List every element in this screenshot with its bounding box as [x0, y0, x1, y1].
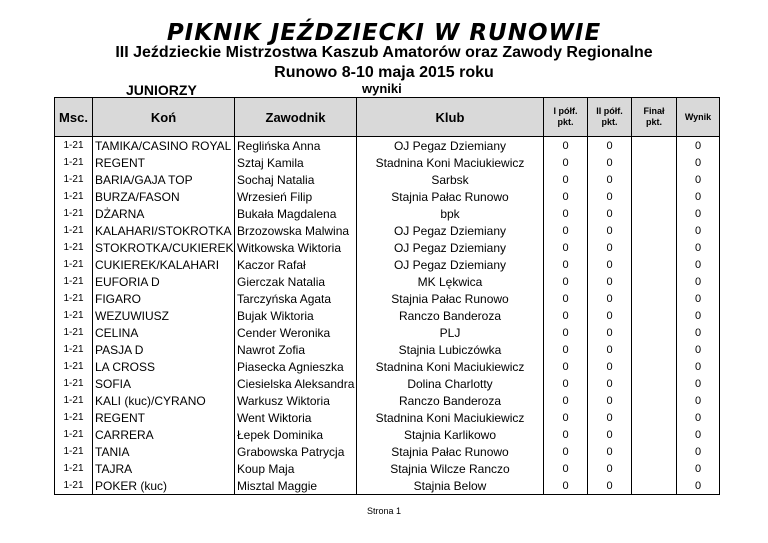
cell-wynik: 0 [677, 239, 720, 256]
cell-p2: 0 [588, 222, 632, 239]
cell-rider: Bujak Wiktoria [235, 307, 357, 324]
cell-msc: 1-21 [55, 256, 93, 273]
cell-wynik: 0 [677, 256, 720, 273]
cell-club: OJ Pegaz Dziemiany [357, 137, 544, 155]
header-klub: Klub [357, 98, 544, 137]
cell-club: Stajnia Pałac Runowo [357, 188, 544, 205]
header-p1-label: I półf. [553, 106, 578, 116]
cell-p1: 0 [544, 137, 588, 155]
cell-p1: 0 [544, 239, 588, 256]
cell-msc: 1-21 [55, 273, 93, 290]
cell-msc: 1-21 [55, 324, 93, 341]
cell-final [632, 154, 677, 171]
cell-msc: 1-21 [55, 460, 93, 477]
cell-final [632, 290, 677, 307]
cell-p2: 0 [588, 409, 632, 426]
cell-rider: Bukała Magdalena [235, 205, 357, 222]
cell-rider: Reglińska Anna [235, 137, 357, 155]
table-row [55, 239, 720, 256]
header-p1-unit: pkt. [557, 117, 574, 127]
cell-p1: 0 [544, 273, 588, 290]
cell-horse: BARIA/GAJA TOP [93, 171, 235, 188]
cell-rider: Łepek Dominika [235, 426, 357, 443]
cell-msc: 1-21 [55, 358, 93, 375]
cell-rider: Cender Weronika [235, 324, 357, 341]
table-row [55, 324, 720, 341]
cell-p2: 0 [588, 477, 632, 495]
cell-wynik: 0 [677, 409, 720, 426]
cell-club: MK Lękwica [357, 273, 544, 290]
cell-wynik: 0 [677, 222, 720, 239]
cell-horse: PASJA D [93, 341, 235, 358]
cell-club: OJ Pegaz Dziemiany [357, 239, 544, 256]
cell-p2: 0 [588, 307, 632, 324]
cell-wynik: 0 [677, 154, 720, 171]
cell-wynik: 0 [677, 358, 720, 375]
cell-msc: 1-21 [55, 222, 93, 239]
cell-horse: DŻARNA [93, 205, 235, 222]
cell-horse: CELINA [93, 324, 235, 341]
cell-rider: Sztaj Kamila [235, 154, 357, 171]
cell-club: bpk [357, 205, 544, 222]
cell-rider: Wrzesień Filip [235, 188, 357, 205]
cell-msc: 1-21 [55, 392, 93, 409]
cell-final [632, 256, 677, 273]
cell-wynik: 0 [677, 205, 720, 222]
cell-wynik: 0 [677, 137, 720, 155]
cell-final [632, 273, 677, 290]
table-row [55, 290, 720, 307]
cell-club: Stajnia Lubiczówka [357, 341, 544, 358]
cell-rider: Kaczor Rafał [235, 256, 357, 273]
cell-club: Stajnia Karlikowo [357, 426, 544, 443]
cell-p1: 0 [544, 171, 588, 188]
header-msc: Msc. [55, 98, 93, 137]
cell-rider: Grabowska Patrycja [235, 443, 357, 460]
cell-final [632, 443, 677, 460]
cell-club: Stadnina Koni Maciukiewicz [357, 358, 544, 375]
cell-p1: 0 [544, 426, 588, 443]
cell-msc: 1-21 [55, 137, 93, 155]
cell-p1: 0 [544, 290, 588, 307]
cell-p1: 0 [544, 324, 588, 341]
cell-rider: Warkusz Wiktoria [235, 392, 357, 409]
cell-p1: 0 [544, 392, 588, 409]
cell-final [632, 375, 677, 392]
table-row [55, 256, 720, 273]
cell-wynik: 0 [677, 273, 720, 290]
event-date: Runowo 8-10 maja 2015 roku [274, 64, 494, 81]
header-final-label: Finał [643, 106, 665, 116]
cell-msc: 1-21 [55, 477, 93, 495]
cell-p2: 0 [588, 205, 632, 222]
table-row [55, 137, 720, 155]
cell-msc: 1-21 [55, 188, 93, 205]
cell-p2: 0 [588, 443, 632, 460]
cell-p2: 0 [588, 256, 632, 273]
cell-club: Ranczo Banderoza [357, 307, 544, 324]
cell-p2: 0 [588, 188, 632, 205]
cell-msc: 1-21 [55, 154, 93, 171]
page-number: Strona 1 [366, 506, 402, 516]
cell-club: OJ Pegaz Dziemiany [357, 222, 544, 239]
cell-final [632, 307, 677, 324]
cell-rider: Piasecka Agnieszka [235, 358, 357, 375]
event-subtitle: III Jeździeckie Mistrzostwa Kaszub Amatorów oraz Zawody Regionalne [115, 44, 653, 61]
cell-horse: BURZA/FASON [93, 188, 235, 205]
cell-horse: KALI (kuc)/CYRANO [93, 392, 235, 409]
cell-msc: 1-21 [55, 426, 93, 443]
cell-horse: TAJRA [93, 460, 235, 477]
cell-p1: 0 [544, 256, 588, 273]
results-label: wyniki [362, 81, 402, 96]
cell-msc: 1-21 [55, 341, 93, 358]
cell-p1: 0 [544, 154, 588, 171]
cell-horse: TAMIKA/CASINO ROYAL [93, 137, 235, 155]
cell-wynik: 0 [677, 460, 720, 477]
table-row [55, 460, 720, 477]
cell-club: Ranczo Banderoza [357, 392, 544, 409]
header-final-unit: pkt. [645, 117, 662, 127]
table-row [55, 341, 720, 358]
cell-p2: 0 [588, 290, 632, 307]
cell-final [632, 460, 677, 477]
cell-p1: 0 [544, 443, 588, 460]
cell-p2: 0 [588, 375, 632, 392]
cell-horse: CUKIEREK/KALAHARI [93, 256, 235, 273]
cell-p1: 0 [544, 375, 588, 392]
cell-club: Dolina Charlotty [357, 375, 544, 392]
cell-rider: Brzozowska Malwina [235, 222, 357, 239]
cell-club: Stajnia Wilcze Ranczo [357, 460, 544, 477]
table-row [55, 426, 720, 443]
cell-final [632, 222, 677, 239]
cell-final [632, 426, 677, 443]
cell-final [632, 392, 677, 409]
cell-final [632, 324, 677, 341]
cell-rider: Ciesielska Aleksandra [235, 375, 357, 392]
cell-p1: 0 [544, 188, 588, 205]
cell-p2: 0 [588, 341, 632, 358]
cell-horse: TANIA [93, 443, 235, 460]
cell-p1: 0 [544, 409, 588, 426]
cell-p2: 0 [588, 392, 632, 409]
cell-p1: 0 [544, 341, 588, 358]
cell-horse: FIGARO [93, 290, 235, 307]
cell-p1: 0 [544, 222, 588, 239]
cell-club: Stadnina Koni Maciukiewicz [357, 409, 544, 426]
cell-club: Stajnia Pałac Runowo [357, 290, 544, 307]
cell-wynik: 0 [677, 341, 720, 358]
cell-rider: Gierczak Natalia [235, 273, 357, 290]
cell-final [632, 409, 677, 426]
header-p2-label: II półf. [596, 106, 623, 116]
table-row [55, 477, 720, 495]
cell-rider: Koup Maja [235, 460, 357, 477]
cell-p2: 0 [588, 460, 632, 477]
table-row [55, 273, 720, 290]
cell-p2: 0 [588, 426, 632, 443]
cell-wynik: 0 [677, 188, 720, 205]
cell-club: Sarbsk [357, 171, 544, 188]
cell-p1: 0 [544, 477, 588, 495]
cell-wynik: 0 [677, 171, 720, 188]
cell-msc: 1-21 [55, 443, 93, 460]
cell-wynik: 0 [677, 324, 720, 341]
table-row [55, 375, 720, 392]
cell-rider: Sochaj Natalia [235, 171, 357, 188]
cell-p2: 0 [588, 239, 632, 256]
header-p1 [544, 98, 588, 137]
cell-final [632, 137, 677, 155]
cell-wynik: 0 [677, 392, 720, 409]
header-p2 [588, 98, 632, 137]
cell-p2: 0 [588, 324, 632, 341]
table-row [55, 307, 720, 324]
cell-rider: Tarczyńska Agata [235, 290, 357, 307]
cell-horse: SOFIA [93, 375, 235, 392]
cell-horse: REGENT [93, 409, 235, 426]
cell-club: Stadnina Koni Maciukiewicz [357, 154, 544, 171]
cell-wynik: 0 [677, 307, 720, 324]
cell-wynik: 0 [677, 375, 720, 392]
cell-msc: 1-21 [55, 375, 93, 392]
cell-horse: STOKROTKA/CUKIEREK [93, 239, 235, 256]
cell-p2: 0 [588, 137, 632, 155]
cell-p1: 0 [544, 205, 588, 222]
cell-p2: 0 [588, 171, 632, 188]
results-table [54, 97, 720, 495]
cell-wynik: 0 [677, 443, 720, 460]
cell-msc: 1-21 [55, 409, 93, 426]
table-row [55, 188, 720, 205]
cell-msc: 1-21 [55, 239, 93, 256]
table-row [55, 443, 720, 460]
cell-p1: 0 [544, 358, 588, 375]
table-row [55, 222, 720, 239]
header-p2-unit: pkt. [601, 117, 618, 127]
cell-p1: 0 [544, 307, 588, 324]
cell-horse: LA CROSS [93, 358, 235, 375]
cell-rider: Misztal Maggie [235, 477, 357, 495]
cell-p1: 0 [544, 460, 588, 477]
cell-rider: Went Wiktoria [235, 409, 357, 426]
table-row [55, 409, 720, 426]
header-kon: Koń [93, 98, 235, 137]
results-body [55, 137, 720, 495]
cell-club: PLJ [357, 324, 544, 341]
cell-final [632, 341, 677, 358]
cell-horse: EUFORIA D [93, 273, 235, 290]
category-label: JUNIORZY [126, 82, 197, 98]
header-final [632, 98, 677, 137]
cell-wynik: 0 [677, 426, 720, 443]
cell-final [632, 239, 677, 256]
cell-horse: POKER (kuc) [93, 477, 235, 495]
cell-final [632, 358, 677, 375]
cell-p2: 0 [588, 154, 632, 171]
cell-p2: 0 [588, 358, 632, 375]
cell-horse: CARRERA [93, 426, 235, 443]
cell-final [632, 205, 677, 222]
cell-final [632, 477, 677, 495]
cell-club: OJ Pegaz Dziemiany [357, 256, 544, 273]
table-header-row [55, 98, 720, 137]
table-row [55, 392, 720, 409]
table-row [55, 154, 720, 171]
cell-final [632, 171, 677, 188]
header-zawodnik: Zawodnik [235, 98, 357, 137]
table-row [55, 358, 720, 375]
cell-horse: KALAHARI/STOKROTKA [93, 222, 235, 239]
table-row [55, 171, 720, 188]
cell-rider: Nawrot Zofia [235, 341, 357, 358]
cell-club: Stajnia Below [357, 477, 544, 495]
cell-wynik: 0 [677, 290, 720, 307]
cell-rider: Witkowska Wiktoria [235, 239, 357, 256]
cell-horse: WEZUWIUSZ [93, 307, 235, 324]
cell-msc: 1-21 [55, 290, 93, 307]
cell-msc: 1-21 [55, 171, 93, 188]
cell-msc: 1-21 [55, 205, 93, 222]
cell-msc: 1-21 [55, 307, 93, 324]
cell-wynik: 0 [677, 477, 720, 495]
cell-p2: 0 [588, 273, 632, 290]
table-row [55, 205, 720, 222]
cell-club: Stajnia Pałac Runowo [357, 443, 544, 460]
cell-horse: REGENT [93, 154, 235, 171]
cell-final [632, 188, 677, 205]
header-wynik: Wynik [677, 98, 720, 137]
page-title: PIKNIK JEŹDZIECKI W RUNOWIE [166, 20, 602, 46]
